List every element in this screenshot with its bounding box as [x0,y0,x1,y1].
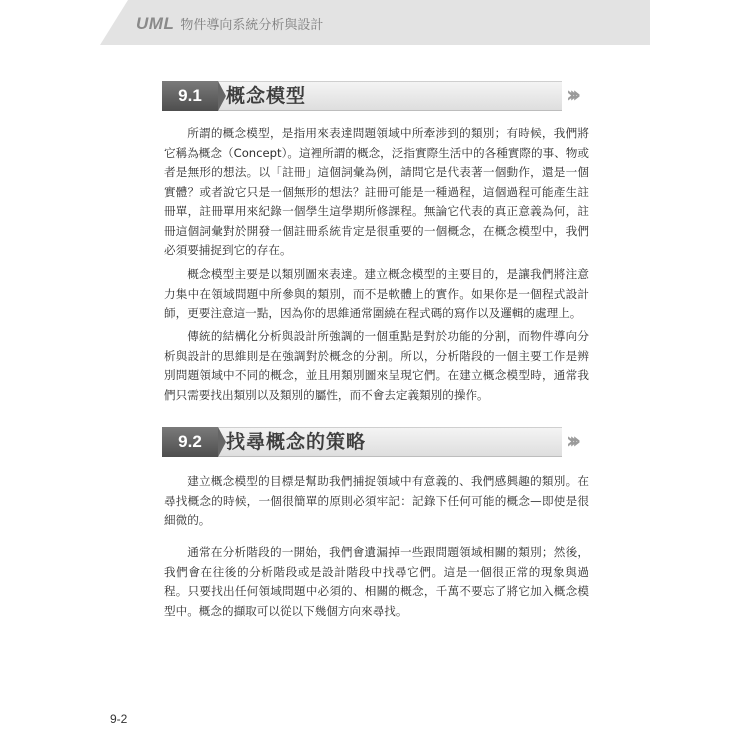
section-heading-9-2 [162,427,590,457]
paragraph: 概念模型主要是以類別圖來表達。建立概念模型的主要目的，是讓我們將注意力集中在領域問題中所參與的類別，而不是軟體上的實作。如果你是一個程式設計師，更要注意這一點，因為你的思維通常圍繞在程式碼的寫作以及邏輯的處理上。 [164,267,589,320]
paragraph: 所謂的概念模型，是指用來表達問題領域中所牽涉到的類別；有時候，我們將它稱為概念（Concept）。這裡所謂的概念，泛指實際生活中的各種實際的事、物或者是無形的想法。以「註冊」這個詞彙為例，請問它是代表著一個動作，還是一個實體？或者說它只是一個無形的想法？註冊可能是一種過程，這個過程可能產生註冊單，註冊單用來紀錄一個學生這學期所修課程。無論它代表的真正意義為何，註冊這個詞彙對於開發一個註冊系統肯定是很重要的一個概念，在概念模型中，我們必須要捕捉到它的存在。 [164,126,589,257]
section-title: 找尋概念的策略 [226,431,367,453]
section-heading-9-1 [162,81,590,111]
double-chevron-icon: ››› [566,83,576,108]
paragraph: 建立概念模型的目標是幫助我們捕捉領域中有意義的、我們感興趣的類別。在尋找概念的時候，一個很簡單的原則必須牢記：記錄下任何可能的概念—即使是很細微的。 [164,474,589,527]
page-number: 9-2 [110,712,128,726]
book-title-text: 物件導向系統分析與設計 [180,18,324,33]
paragraph: 傳統的結構化分析與設計所強調的一個重點是對於功能的分割，而物件導向分析與設計的思維則是在強調對於概念的分割。所以，分析階段的一個主要工作是辨別問題領域中不同的概念，並且用類別圖來呈現它們。在建立概念模型時，通常我們只需要找出類別以及類別的屬性，而不會去定義類別的操作。 [164,329,589,402]
section-number: 9.2 [162,427,218,457]
paragraph: 通常在分析階段的一開始，我們會遺漏掉一些跟問題領域相關的類別；然後，我們會在往後的分析階段或是設計階段中找尋它們。這是一個很正常的現象與過程。只要找出任何領域問題中必須的、相關的概念，千萬不要忘了將它加入概念模型中。概念的擷取可以從以下幾個方向來尋找。 [164,545,589,618]
double-chevron-icon: ››› [566,429,576,454]
book-title [136,14,323,36]
book-title-prefix: UML [136,14,175,33]
section-title: 概念模型 [226,85,307,107]
header-corner-fold [100,0,128,45]
section-number: 9.1 [162,81,218,111]
